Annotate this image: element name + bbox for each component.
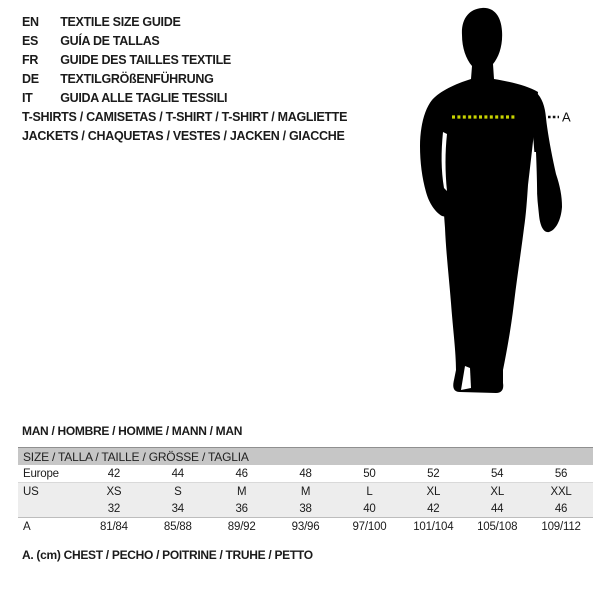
language-row	[22, 32, 231, 51]
size-cell: 32	[82, 500, 146, 518]
measurement-label: A	[562, 109, 571, 125]
language-code: IT	[22, 91, 33, 105]
table-row-chest	[18, 518, 593, 536]
language-label: GUIDA ALLE TAGLIE TESSILI	[60, 91, 228, 105]
category-list	[22, 108, 347, 146]
table-row-us	[18, 483, 593, 501]
size-cell: 42	[401, 500, 465, 518]
size-cell: XS	[82, 483, 146, 501]
row-label: A	[18, 518, 82, 536]
size-cell: 85/88	[146, 518, 210, 536]
category-tshirts: T-SHIRTS / CAMISETAS / T-SHIRT / T-SHIRT / MAGLIETTE	[22, 110, 348, 124]
size-cell: 36	[210, 500, 274, 518]
size-cell: 101/104	[401, 518, 465, 536]
language-list	[22, 13, 231, 108]
language-label: TEXTILE SIZE GUIDE	[60, 15, 181, 29]
language-row	[22, 70, 231, 89]
measurement-footnote: A. (cm) CHEST / PECHO / POITRINE / TRUHE / PETTO	[22, 548, 313, 562]
size-table-header: SIZE / TALLA / TAILLE / GRÖSSE / TAGLIA	[18, 448, 593, 466]
size-cell: S	[146, 483, 210, 501]
size-cell: 52	[427, 467, 440, 480]
size-cell: M	[210, 483, 274, 501]
language-code: DE	[22, 72, 39, 86]
language-code: ES	[22, 34, 39, 48]
size-cell: 89/92	[210, 518, 274, 536]
size-cell: 50	[363, 467, 376, 480]
man-silhouette	[390, 0, 600, 410]
language-row	[22, 13, 231, 32]
size-cell: XL	[401, 483, 465, 501]
right-armpit-gap	[532, 152, 537, 231]
language-label: TEXTILGRÖßENFÜHRUNG	[60, 72, 214, 86]
language-row	[22, 89, 231, 108]
language-code: FR	[22, 53, 39, 67]
size-cell: 40	[338, 500, 402, 518]
size-cell: 97/100	[338, 518, 402, 536]
size-cell: M	[274, 483, 338, 501]
language-label: GUÍA DE TALLAS	[60, 34, 160, 48]
section-title: MAN / HOMBRE / HOMME / MANN / MAN	[22, 424, 243, 438]
size-cell: 46	[529, 500, 593, 518]
size-cell: 81/84	[82, 518, 146, 536]
size-cell: 54	[490, 467, 504, 480]
size-cell: 38	[274, 500, 338, 518]
size-cell: XXL	[529, 483, 593, 501]
size-cell: 42	[107, 467, 121, 480]
size-cell: XL	[465, 483, 529, 501]
language-label: GUIDE DES TAILLES TEXTILE	[60, 53, 231, 67]
size-cell: 93/96	[274, 518, 338, 536]
row-label: Europe	[23, 467, 59, 480]
language-code: EN	[22, 15, 39, 29]
size-cell: 105/108	[465, 518, 529, 536]
table-row-europe	[18, 465, 593, 483]
size-cell: 48	[299, 467, 312, 480]
row-label: US	[18, 483, 82, 501]
row-label	[18, 500, 82, 518]
table-row-numeric	[18, 500, 593, 518]
size-cell: L	[338, 483, 402, 501]
size-cell: 56	[554, 467, 568, 480]
size-table-header-row	[18, 448, 593, 466]
size-cell: 44	[171, 467, 185, 480]
size-cell: 44	[465, 500, 529, 518]
category-jackets: JACKETS / CHAQUETAS / VESTES / JACKEN / GIACCHE	[22, 129, 345, 143]
language-row	[22, 51, 231, 70]
size-cell: 46	[235, 467, 248, 480]
size-cell: 34	[146, 500, 210, 518]
size-table	[18, 447, 593, 535]
size-cell: 109/112	[529, 518, 593, 536]
